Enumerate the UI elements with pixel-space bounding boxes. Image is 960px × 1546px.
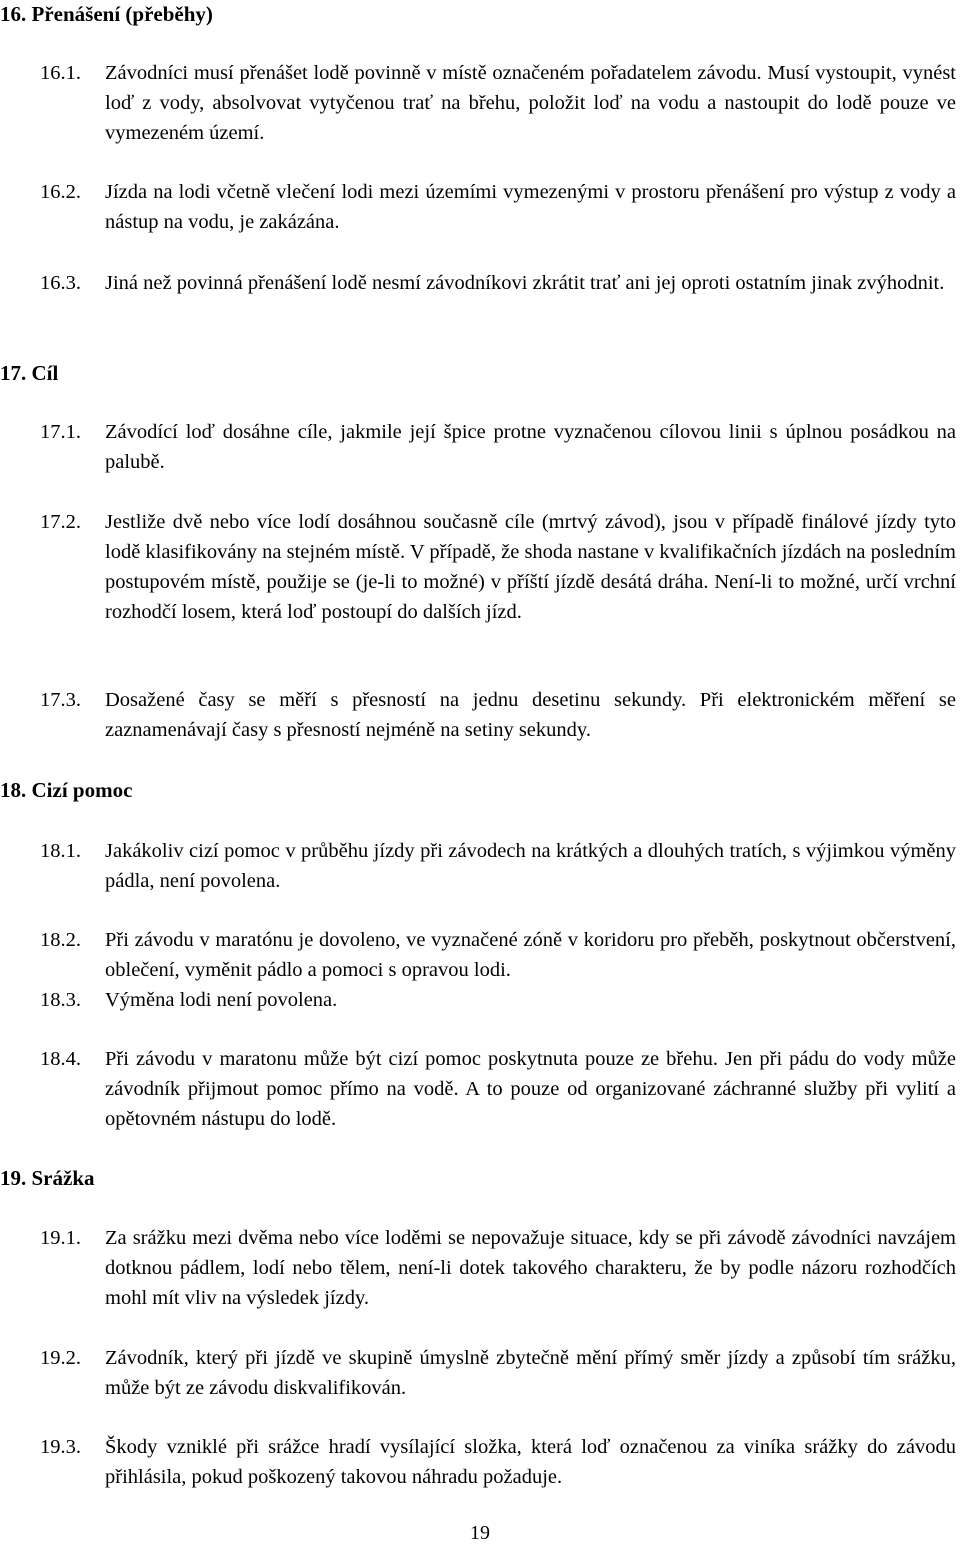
- clause-text: Závodící loď dosáhne cíle, jakmile její špice protne vyznačenou cílovou linii s úplnou posádkou na palubě.: [105, 421, 956, 473]
- clause-number: 16.1.: [40, 62, 81, 84]
- clause-16-3: [40, 268, 956, 298]
- clause-number: 16.3.: [40, 272, 81, 294]
- clause-text: Dosažené časy se měří s přesností na jednu desetinu sekundy. Při elektronickém měření se zaznamenávají časy s přesností nejméně na setiny sekundy.: [105, 689, 956, 741]
- clause-number: 19.1.: [40, 1227, 81, 1249]
- clause-18-1: [40, 836, 956, 896]
- clause-text: Za srážku mezi dvěma nebo více loděmi se nepovažuje situace, kdy se při závodě závodníci navzájem dotknou pádlem, lodí nebo tělem, není-li dotek takového charakteru, že by podle názoru rozhodčích mohl mít vliv na výsledek jízdy.: [105, 1227, 956, 1309]
- clause-number: 17.2.: [40, 511, 81, 533]
- clause-17-1: [40, 417, 956, 477]
- clause-18-2: [40, 925, 956, 985]
- section-heading-18: 18. Cizí pomoc: [0, 778, 133, 802]
- clause-16-1: [40, 58, 956, 148]
- section-heading-17: 17. Cíl: [0, 361, 59, 385]
- page-number: 19: [470, 1522, 490, 1544]
- clause-text: Jakákoliv cizí pomoc v průběhu jízdy při závodech na krátkých a dlouhých tratích, s výjimkou výměny pádla, není povolena.: [105, 840, 956, 892]
- clause-number: 17.1.: [40, 421, 81, 443]
- clause-19-2: [40, 1343, 956, 1403]
- clause-number: 18.2.: [40, 929, 81, 951]
- clause-text: Závodník, který při jízdě ve skupině úmyslně zbytečně mění přímý směr jízdy a způsobí tím srážku, může být ze závodu diskvalifikován.: [105, 1347, 956, 1399]
- clause-18-3: [40, 985, 956, 1015]
- clause-text: Výměna lodi není povolena.: [105, 989, 338, 1011]
- clause-19-1: [40, 1223, 956, 1313]
- clause-17-2: [40, 507, 956, 627]
- clause-number: 18.4.: [40, 1048, 81, 1070]
- clause-number: 18.3.: [40, 989, 81, 1011]
- clause-number: 18.1.: [40, 840, 81, 862]
- section-heading-16: 16. Přenášení (přeběhy): [0, 2, 213, 26]
- clause-17-3: [40, 685, 956, 745]
- clause-text: Škody vzniklé při srážce hradí vysílající složka, která loď označenou za viníka srážky do závodu přihlásila, pokud poškozený takovou náhradu požaduje.: [105, 1436, 956, 1488]
- clause-number: 19.2.: [40, 1347, 81, 1369]
- section-heading-19: 19. Srážka: [0, 1166, 95, 1190]
- clause-text: Při závodu v maratonu může být cizí pomoc poskytnuta pouze ze břehu. Jen při pádu do vody může závodník přijmout pomoc přímo na vodě. A to pouze od organizované záchranné služby při vylití a opětovném nástupu do lodě.: [105, 1048, 956, 1130]
- clause-text: Závodníci musí přenášet lodě povinně v místě označeném pořadatelem závodu. Musí vystoupit, vynést loď z vody, absolvovat vytyčenou trať na břehu, položit loď na vodu a nastoupit do lodě pouze ve vymezeném území.: [105, 62, 956, 144]
- clause-number: 17.3.: [40, 689, 81, 711]
- clause-number: 19.3.: [40, 1436, 81, 1458]
- clause-19-3: [40, 1432, 956, 1492]
- clause-number: 16.2.: [40, 181, 81, 203]
- clause-text: Jestliže dvě nebo více lodí dosáhnou současně cíle (mrtvý závod), jsou v případě finálové jízdy tyto lodě klasifikovány na stejném místě. V případě, že shoda nastane v kvalifikačních jízdách na posledním postupovém místě, použije se (je-li to možné) v příští jízdě desátá dráha. Není-li to možné, určí vrchní rozhodčí losem, která loď postoupí do dalších jízd.: [105, 511, 956, 623]
- clause-16-2: [40, 177, 956, 237]
- clause-18-4: [40, 1044, 956, 1134]
- clause-text: Při závodu v maratónu je dovoleno, ve vyznačené zóně v koridoru pro přeběh, poskytnout občerstvení, oblečení, vyměnit pádlo a pomoci s opravou lodi.: [105, 929, 956, 981]
- clause-text: Jízda na lodi včetně vlečení lodi mezi územími vymezenými v prostoru přenášení pro výstup z vody a nástup na vodu, je zakázána.: [105, 181, 956, 233]
- clause-text: Jiná než povinná přenášení lodě nesmí závodníkovi zkrátit trať ani jej oproti ostatním jinak zvýhodnit.: [105, 272, 945, 294]
